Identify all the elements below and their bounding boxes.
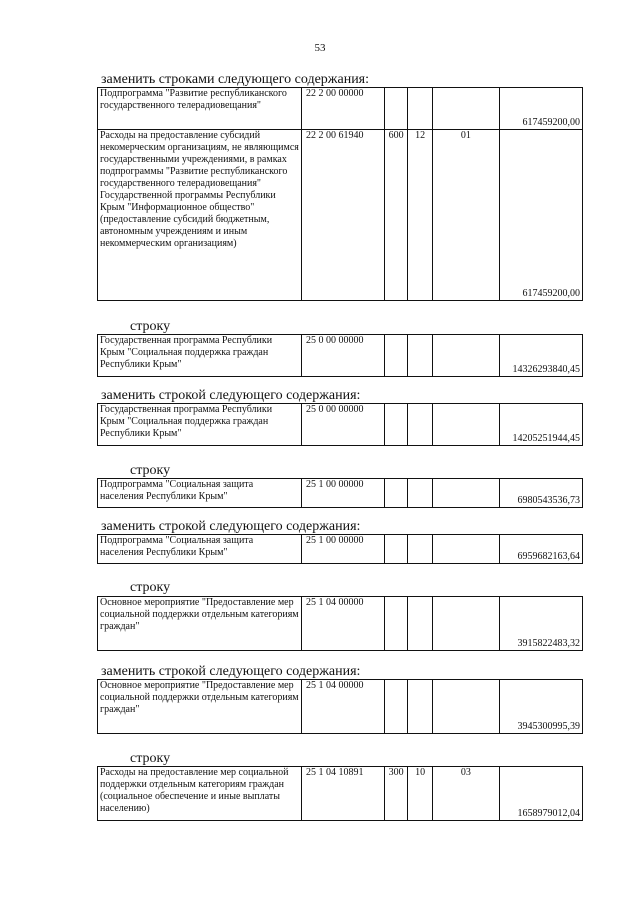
subsection: [433, 680, 500, 734]
target-code: 22 2 00 61940: [301, 130, 384, 301]
table-row: [98, 479, 583, 508]
expense-type: [385, 479, 408, 508]
target-code: 22 2 00 00000: [301, 88, 384, 130]
expense-type: 600: [385, 130, 408, 301]
amount: 1658979012,04: [499, 767, 582, 821]
amount: 14326293840,45: [499, 335, 582, 377]
target-code: 25 0 00 00000: [301, 404, 384, 446]
table-row: [98, 680, 583, 734]
table-row: [98, 597, 583, 651]
section: 10: [408, 767, 433, 821]
table-row: [98, 130, 583, 301]
subsection: 01: [433, 130, 500, 301]
subsection: [433, 88, 500, 130]
block-heading: заменить строкой следующего содержания:: [101, 388, 361, 403]
expense-type: [385, 404, 408, 446]
amount: 617459200,00: [499, 88, 582, 130]
target-code: 25 1 04 00000: [301, 597, 384, 651]
expense-type: 300: [385, 767, 408, 821]
amount: 3945300995,39: [499, 680, 582, 734]
section: [408, 680, 433, 734]
budget-table: [97, 87, 583, 301]
block-heading: строку: [130, 319, 171, 334]
block-heading: строку: [130, 463, 171, 478]
budget-table: [97, 534, 583, 564]
subsection: 03: [433, 767, 500, 821]
table-row: [98, 767, 583, 821]
block-heading: строку: [130, 580, 171, 595]
table-row: [98, 335, 583, 377]
table-row: [98, 535, 583, 564]
section: 12: [408, 130, 433, 301]
item-name: Государственная программа Республики Крым "Социальная поддержка граждан Республики Крым": [98, 404, 302, 446]
table-row: [98, 88, 583, 130]
block-heading: строку: [130, 751, 171, 766]
target-code: 25 1 00 00000: [301, 535, 384, 564]
subsection: [433, 479, 500, 508]
section: [408, 88, 433, 130]
section: [408, 535, 433, 564]
target-code: 25 1 04 00000: [301, 680, 384, 734]
subsection: [433, 404, 500, 446]
item-name: Основное мероприятие "Предоставление мер социальной поддержки отдельным категориям граждан": [98, 680, 302, 734]
block-heading: заменить строкой следующего содержания:: [101, 664, 361, 679]
expense-type: [385, 88, 408, 130]
item-name: Подпрограмма "Социальная защита населения Республики Крым": [98, 535, 302, 564]
item-name: Расходы на предоставление субсидий некомерческим организациям, не являющимся государственными учреждениями, в рамках подпрограммы "Развитие республиканского государственного телерадиовещания" Государственной программы Республики Крым "Информационное общество" (предоставление субсидий бюджетным, автономным учреждениям и иным некоммерческим организациям): [98, 130, 302, 301]
expense-type: [385, 535, 408, 564]
section: [408, 597, 433, 651]
subsection: [433, 335, 500, 377]
section: [408, 479, 433, 508]
page-number: 53: [314, 42, 326, 54]
item-name: Подпрограмма "Социальная защита населения Республики Крым": [98, 479, 302, 508]
section: [408, 335, 433, 377]
budget-table: [97, 679, 583, 734]
block-heading: заменить строкой следующего содержания:: [101, 519, 361, 534]
expense-type: [385, 680, 408, 734]
section: [408, 404, 433, 446]
target-code: 25 0 00 00000: [301, 335, 384, 377]
subsection: [433, 597, 500, 651]
item-name: Основное мероприятие "Предоставление мер социальной поддержки отдельным категориям граждан": [98, 597, 302, 651]
amount: 3915822483,32: [499, 597, 582, 651]
amount: 6959682163,64: [499, 535, 582, 564]
amount: 6980543536,73: [499, 479, 582, 508]
target-code: 25 1 00 00000: [301, 479, 384, 508]
expense-type: [385, 597, 408, 651]
item-name: Подпрограмма "Развитие республиканского государственного телерадиовещания": [98, 88, 302, 130]
target-code: 25 1 04 10891: [301, 767, 384, 821]
amount: 14205251944,45: [499, 404, 582, 446]
subsection: [433, 535, 500, 564]
table-row: [98, 404, 583, 446]
item-name: Государственная программа Республики Крым "Социальная поддержка граждан Республики Крым": [98, 335, 302, 377]
budget-table: [97, 596, 583, 651]
block-heading: заменить строками следующего содержания:: [101, 72, 370, 87]
expense-type: [385, 335, 408, 377]
budget-table: [97, 478, 583, 508]
amount: 617459200,00: [499, 130, 582, 301]
budget-table: [97, 403, 583, 446]
budget-table: [97, 766, 583, 821]
item-name: Расходы на предоставление мер социальной поддержки отдельным категориям граждан (социальное обеспечение и иные выплаты населению): [98, 767, 302, 821]
budget-table: [97, 334, 583, 377]
